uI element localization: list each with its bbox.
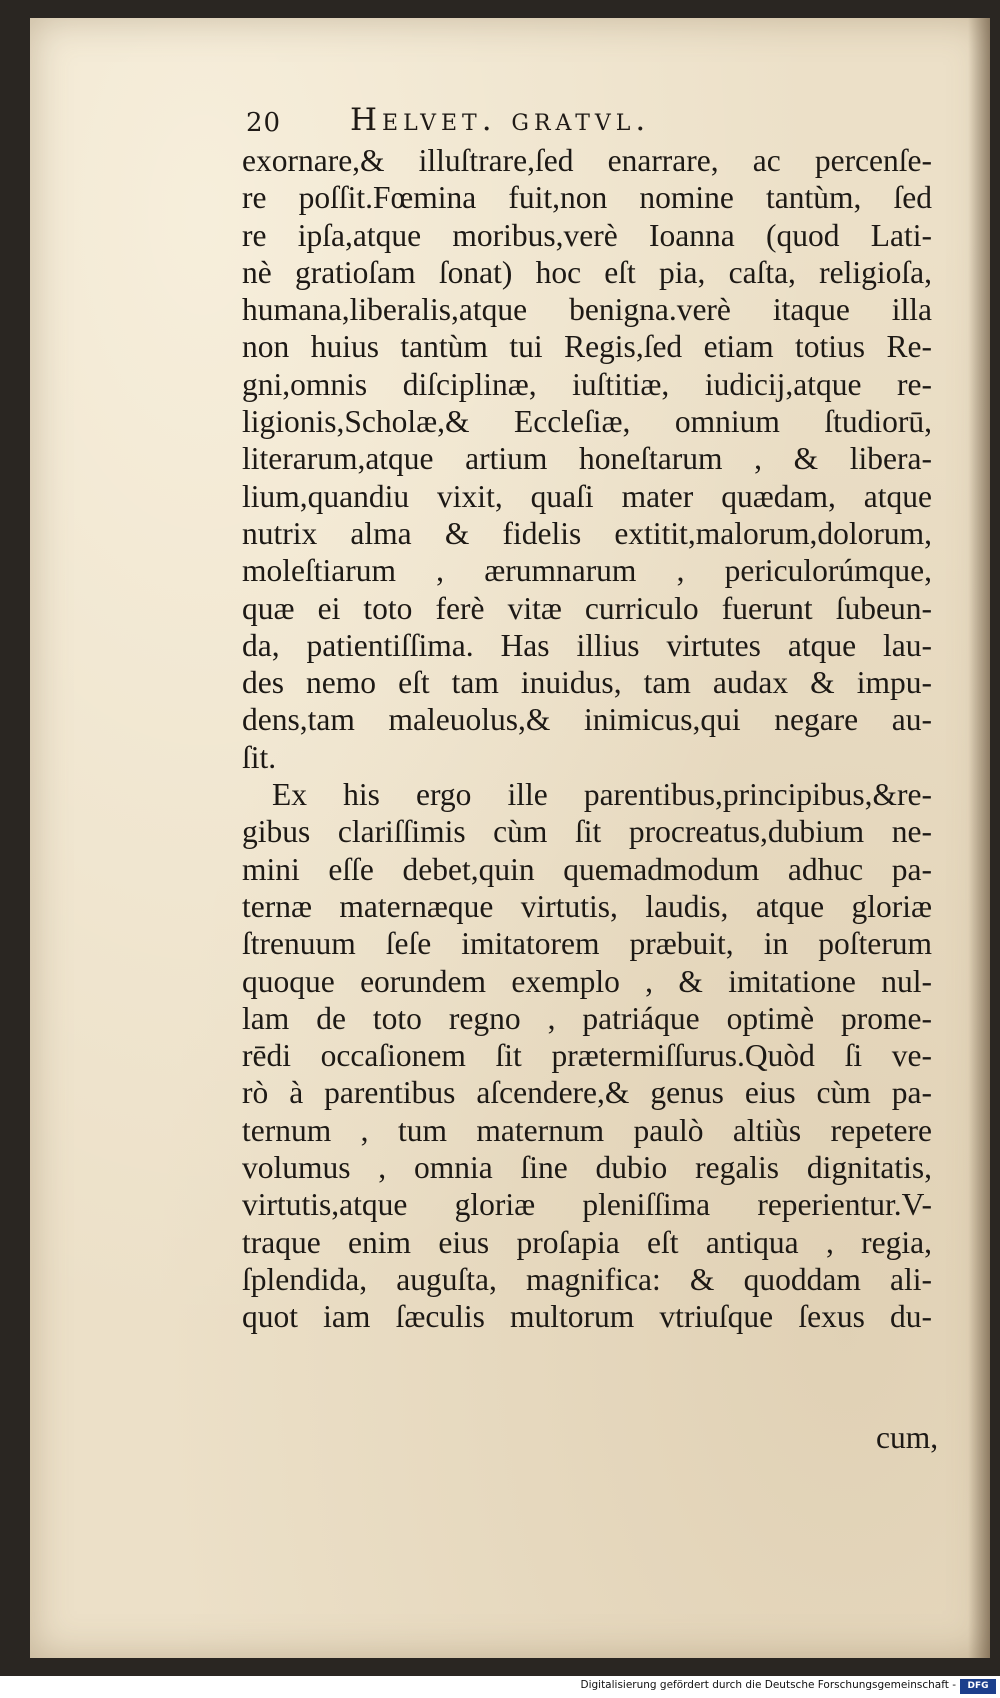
text-line: da, patientiſſima. Has illius virtutes atque lau- [242,627,932,663]
text-line: re poſſit.Fœmina fuit,non nomine tantùm, ſed [242,180,932,216]
text-line: lium,quandiu vixit, quaſi mater quædam, atque [242,478,932,514]
running-head: Helvet. gratvl. [350,102,651,138]
text-line: non huius tantùm tui Regis,ſed etiam totius Re- [242,329,932,365]
text-line: literarum,atque artium honeſtarum , & libera- [242,441,932,477]
page-spine-shadow [968,18,990,1658]
text-line: rēdi occaſionem ſit prætermiſſurus.Quòd ſi ve- [242,1038,932,1074]
text-line: lam de toto regno , patriáque optimè prome- [242,1000,932,1036]
dfg-logo-icon: DFG [960,1679,996,1694]
text-line: ternæ maternæque virtutis, laudis, atque gloriæ [242,888,932,924]
text-line: Ex his ergo ille parentibus,principibus,&re- [272,777,932,813]
text-line: dens,tam maleuolus,& inimicus,qui negare au- [242,702,932,738]
page-number: 20 [246,108,282,138]
digitization-credit: Digitalisierung gefördert durch die Deutsche Forschungsgemeinschaft - [580,1679,956,1691]
text-line: nutrix alma & fidelis extitit,malorum,dolorum, [242,515,932,551]
text-line: gibus clariſſimis cùm ſit procreatus,dubium ne- [242,814,932,850]
text-line: quoque eorundem exemplo , & imitatione nul- [242,963,932,999]
text-line: ſit. [242,739,277,775]
text-line: ternum , tum maternum paulò altiùs repetere [242,1112,932,1148]
text-line: re ipſa,atque moribus,verè Ioanna (quod Lati- [242,217,932,253]
page-header [246,102,946,142]
book-page [30,18,990,1658]
text-line: moleſtiarum , ærumnarum , periculorúmque, [242,553,932,589]
text-line: exornare,& illuſtrare,ſed enarrare, ac percenſe- [242,143,932,178]
text-line: rò à parentibus aſcendere,& genus eius cùm pa- [242,1075,932,1111]
text-line: gni,omnis diſciplinæ, iuſtitiæ, iudicij,atque re- [242,366,932,402]
text-line: ſplendida, auguſta, magnifica: & quoddam ali- [242,1261,932,1297]
text-line: ſtrenuum ſeſe imitatorem præbuit, in poſterum [242,926,932,962]
text-line: ligionis,Scholæ,& Eccleſiæ, omnium ſtudiorū, [242,404,932,440]
text-line: nè gratioſam ſonat) hoc eſt pia, caſta, religioſa, [242,254,932,290]
text-line: quæ ei toto ferè vitæ curriculo fuerunt ſubeun- [242,590,932,626]
body-text [242,142,932,1336]
text-line: mini eſſe debet,quin quemadmodum adhuc pa- [242,851,932,887]
catchword: cum, [876,1420,939,1455]
text-line: des nemo eſt tam inuidus, tam audax & impu- [242,665,932,701]
text-line: virtutis,atque gloriæ pleniſſima reperientur.V- [242,1187,932,1223]
text-line: volumus , omnia ſine dubio regalis dignitatis, [242,1150,932,1186]
text-line: humana,liberalis,atque benigna.verè itaque illa [242,292,932,328]
footer-bar [0,1676,1000,1698]
text-line: quot iam ſæculis multorum vtriuſque ſexus du- [242,1299,932,1335]
text-line: traque enim eius proſapia eſt antiqua , regia, [242,1224,932,1260]
